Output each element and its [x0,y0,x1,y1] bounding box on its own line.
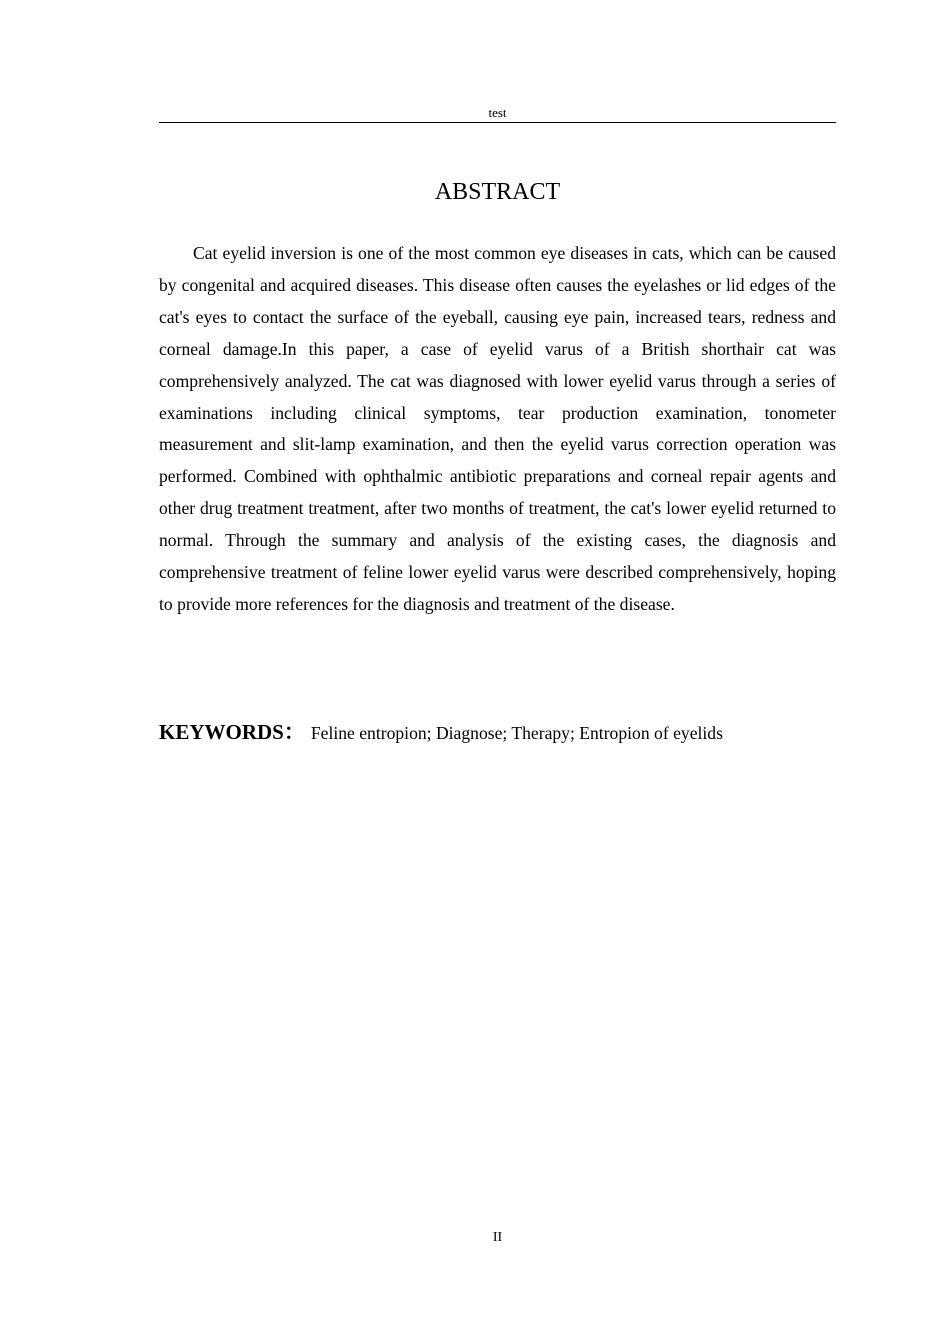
keywords-list: Feline entropion; Diagnose; Therapy; Entropion of eyelids [310,723,723,743]
page-header [159,104,836,123]
abstract-heading: ABSTRACT [434,179,561,205]
keywords-label: KEYWORDS [159,720,284,744]
keywords-line [159,716,836,749]
abstract-body: Cat eyelid inversion is one of the most common eye diseases in cats, which can be caused by congenital and acquired diseases. This disease often causes the eyelashes or lid edges of the cat's eyes to contact the surface of the eyeball, causing eye pain, increased tears, redness and corneal damage.In this paper, a case of eyelid varus of a British shorthair cat was comprehensively analyzed. The cat was diagnosed with lower eyelid varus through a series of examinations including clinical symptoms, tear production examination, tonometer measurement and slit-lamp examination, and then the eyelid varus correction operation was performed. Combined with ophthalmic antibiotic preparations and corneal repair agents and other drug treatment treatment, after two months of treatment, the cat's lower eyelid returned to normal. Through the summary and analysis of the existing cases, the diagnosis and comprehensive treatment of feline lower eyelid varus were described comprehensively, hoping to provide more references for the diagnosis and treatment of the disease. [159,243,836,614]
running-title: test [488,105,507,120]
keywords-separator: ： [283,720,305,744]
page-number: II [492,1230,503,1245]
